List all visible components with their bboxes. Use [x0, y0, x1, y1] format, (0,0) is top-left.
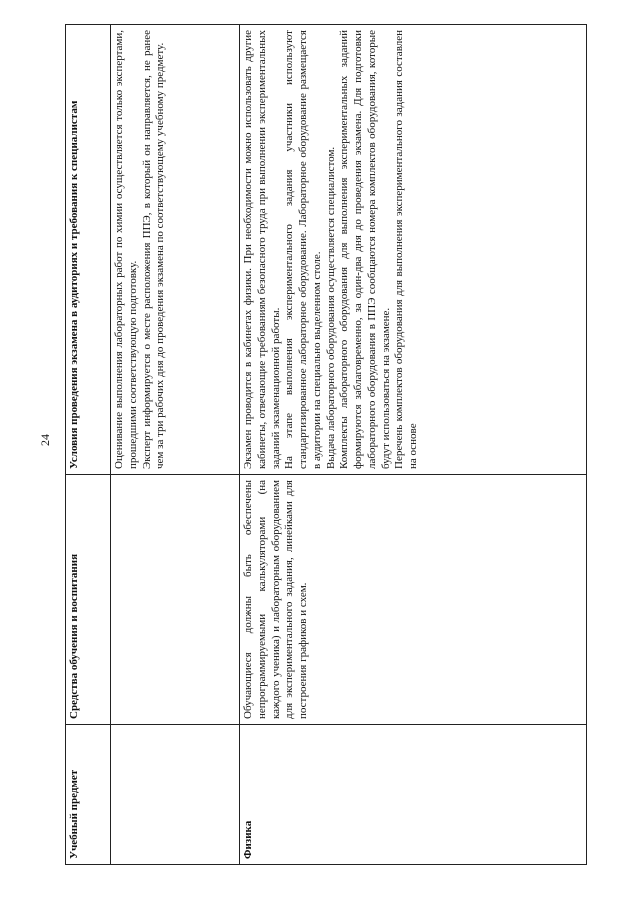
header-subject: Учебный предмет [66, 725, 111, 865]
means-paragraph: Обучающиеся должны быть обеспечены непрограммируемыми калькуляторами (на каждого ученика) и лабораторным оборудованием для экспериментального задания, линейками для построения графиков и схем. [242, 480, 309, 719]
conditions-paragraph: Выдача лабораторного оборудования осуществляется специалистом. [324, 146, 337, 469]
table-header-row [66, 25, 111, 865]
conditions-paragraph: На этапе выполнения экспериментального задания участники используют стандартизированное лабораторное оборудование. Лабораторное оборудование размещается в аудитории на специально выделенном столе. [283, 30, 323, 469]
means-cell [111, 475, 240, 725]
conditions-cell [111, 25, 240, 475]
conditions-paragraph: Оценивание выполнения лабораторных работ по химии осуществляется только экспертами, прошедшими соответствующую подготовку. [113, 30, 139, 469]
table-row [111, 25, 240, 865]
conditions-paragraph: Перечень комплектов оборудования для выполнения экспериментального задания составлен на основе [393, 30, 419, 469]
header-means: Средства обучения и воспитания [66, 475, 111, 725]
page-number: 24 [38, 434, 52, 446]
rotated-table-container [65, 25, 587, 865]
header-conditions: Условия проведения экзамена в аудиториях и требования к специалистам [66, 25, 111, 475]
exam-conditions-table [65, 24, 587, 865]
means-cell [240, 475, 587, 725]
table-row [240, 25, 587, 865]
subject-cell: Физика [240, 725, 587, 865]
conditions-paragraph: Эксперт информируется о месте расположения ППЭ, в который он направляется, не ранее чем за три рабочих дня до проведения экзамена по соответствующему учебному предмету. [140, 30, 167, 469]
subject-cell [111, 725, 240, 865]
conditions-cell [240, 25, 587, 475]
conditions-paragraph: Экзамен проводится в кабинетах физики. При необходимости можно использовать другие кабинеты, отвечающие требованиям безопасного труда при выполнении экспериментальных заданий экзаменационной работы. [242, 30, 282, 469]
conditions-paragraph: Комплекты лабораторного оборудования для выполнения экспериментальных заданий формируются заблаговременно, за один-два дня до проведения экзамена. Для подготовки лабораторного оборудования в ППЭ сообщаются номера комплектов оборудования, которые будут использоваться на экзамене. [338, 30, 392, 469]
